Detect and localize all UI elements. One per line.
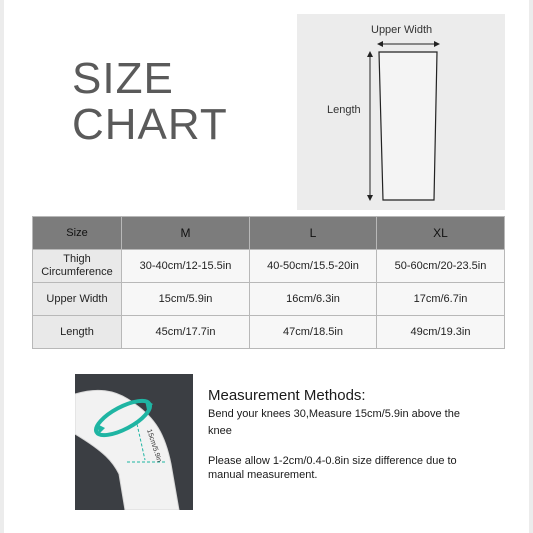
knee-measurement-drawing (75, 374, 193, 510)
row-label-upper-width: Upper Width (33, 283, 122, 316)
table-cell: 16cm/6.3in (250, 283, 377, 316)
table-cell: 45cm/17.7in (122, 316, 250, 349)
table-header-row (33, 217, 505, 250)
photo-measure-label: 15cm/5.9in (145, 428, 163, 464)
table-row (33, 250, 505, 283)
method-instruction-1: Bend your knees 30,Measure 15cm/5.9in above the (208, 408, 460, 420)
table-cell: 15cm/5.9in (122, 283, 250, 316)
title-line-2: CHART (72, 100, 228, 149)
method-note-1: Please allow 1-2cm/0.4-0.8in size difference due to (208, 455, 457, 467)
size-chart-title (72, 56, 228, 148)
left-border (0, 0, 4, 533)
table-cell: 40-50cm/15.5-20in (250, 250, 377, 283)
method-instruction-2: knee (208, 425, 232, 437)
sleeve-diagram (297, 14, 505, 210)
table-row (33, 283, 505, 316)
knee-measurement-photo (75, 374, 193, 510)
row-label-line: Thigh (63, 253, 91, 265)
row-label-thigh (33, 250, 122, 283)
measurement-methods-title: Measurement Methods: (208, 387, 366, 404)
title-line-1: SIZE (72, 54, 174, 103)
size-m-header: M (122, 217, 250, 250)
table-cell: 50-60cm/20-23.5in (377, 250, 505, 283)
method-note-2: manual measurement. (208, 469, 318, 481)
right-border (529, 0, 533, 533)
row-label-line: Circumference (41, 266, 113, 278)
size-xl-header: XL (377, 217, 505, 250)
table-cell: 17cm/6.7in (377, 283, 505, 316)
length-arrow-bottom (367, 195, 373, 201)
upper-width-arrow-right (434, 41, 440, 47)
row-label-length: Length (33, 316, 122, 349)
table-row (33, 316, 505, 349)
size-header: Size (33, 217, 122, 250)
table-cell: 49cm/19.3in (377, 316, 505, 349)
upper-width-label: Upper Width (371, 24, 433, 36)
sleeve-outline (379, 52, 437, 200)
table-cell: 47cm/18.5in (250, 316, 377, 349)
length-arrow-top (367, 51, 373, 57)
size-table (32, 216, 505, 349)
length-label: Length (327, 104, 361, 116)
upper-width-arrow-left (377, 41, 383, 47)
size-l-header: L (250, 217, 377, 250)
table-cell: 30-40cm/12-15.5in (122, 250, 250, 283)
